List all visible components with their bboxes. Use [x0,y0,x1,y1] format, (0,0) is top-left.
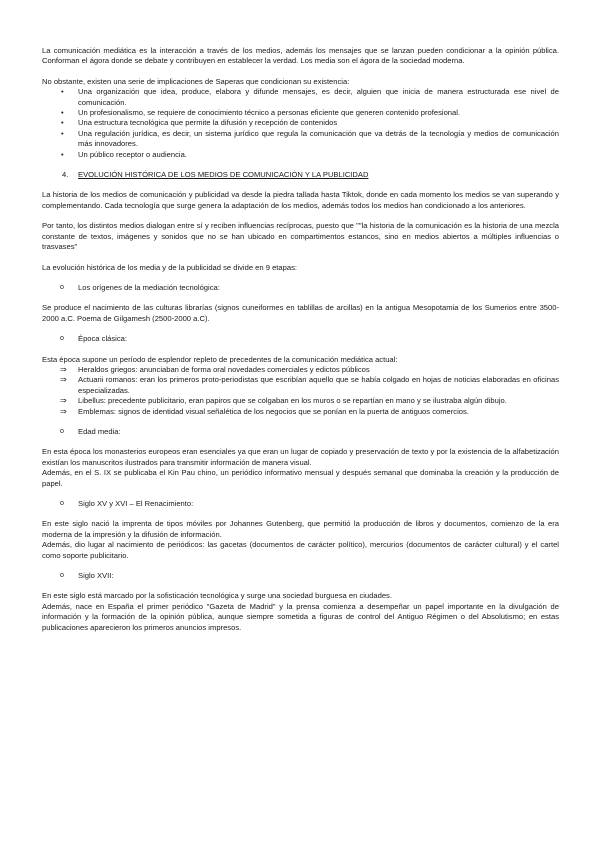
circle-bullet-icon: o [60,335,64,343]
stages-intro: La evolución histórica de los media y de la publicidad se divide en 9 etapas: [42,262,297,272]
stage-text: Esta época supone un período de esplendor repleto de precedentes de la comunicación mediática actual: [42,354,398,364]
double-arrow-icon: ⇒ [60,406,67,416]
circle-bullet-icon: o [60,427,64,435]
list-item: ⇒ Libellus: precedente publicitario, eran papiros que se colgaban en los muros o se repartían en mano y se ilustraba algún dibujo. [60,396,507,406]
stage-title: o Siglo XVII: [60,571,114,581]
bullet-icon: • [61,87,64,97]
list-item: ⇒ Heraldos griegos: anunciaban de forma oral novedades comerciales y edictos públicos [60,364,370,374]
history-paragraph: La historia de los medios de comunicación y publicidad va desde la piedra tallada hasta Tiktok, donde en cada momento los medios se van superando y complementando. Cada tecnología que surge genera la adaptación de los medios, además todos los medios han condicionado a los anteriores. [42,190,559,210]
list-item: • Un profesionalismo, se requiere de conocimiento técnico a personas eficiente que generen contenido profesional. [61,108,461,118]
list-item: • Una organización que idea, produce, elabora y difunde mensajes, es decir, alguien que inicia de manera estructurada ese nivel de comunicación. [61,87,559,107]
quote-paragraph: Por tanto, los distintos medios dialogan entre sí y reciben influencias recíprocas, puesto que ""la historia de la comunicación es la historia de una mezcla constante de textos, imágenes y sonidos que no se han ubicado en compartimentos estancos, sino en medios abiertos a múltiples influencias o trasvases" [42,221,559,252]
list-item: • Una estructura tecnológica que permite la difusión y recepción de contenidos [61,118,338,128]
double-arrow-icon: ⇒ [60,364,67,374]
list-item: ⇒ Actuarii romanos: eran los primeros proto-periodistas que escribían aquello que se había colgado en hojas de noticias elaboradas en oficinas especializadas. [60,375,559,395]
implications-list [42,87,559,160]
stage-title: o Siglo XV y XVI – El Renacimiento: [60,499,194,508]
stage-title: o Los orígenes de la mediación tecnológica: [60,282,220,292]
stage-text: En este siglo está marcado por la sofisticación tecnológica y surge una sociedad burguesa en ciudades. [42,591,392,601]
stage-title: o Época clásica: [60,334,127,344]
bullet-icon: • [61,108,64,118]
section-number: 4. [62,170,69,180]
stage-text: Además, dio lugar al nacimiento de periódicos: las gacetas (documentos de carácter político), mercurios (documentos de carácter cultural) y el cartel como soporte publicitario. [42,540,559,560]
implications-intro: No obstante, existen una serie de implicaciones de Saperas que condicionan su existencia: [42,76,350,86]
circle-bullet-icon: o [60,500,64,507]
double-arrow-icon: ⇒ [60,396,67,406]
intro-paragraph: La comunicación mediática es la interacción a través de los medios, además los mensajes que se lanzan pueden condicionar a la opinión pública. Conforman el ágora donde se debate y contribuyen en establecer la verdad. Los media son el ágora de la sociedad moderna. [42,46,559,66]
section-title: EVOLUCIÓN HISTÓRICA DE LOS MEDIOS DE COMUNICACIÓN Y LA PUBLICIDAD [78,170,369,180]
stage-text: Además, nace en España el primer periódico "Gazeta de Madrid" y la prensa comienza a desempeñar un papel importante en la divulgación de información y la formación de la opinión pública, aunque siempre sometida a figuras de control del Antiguo Régimen o del Absolutismo; en estas publicaciones aparecieron los primeros anuncios impresos. [42,601,559,632]
circle-bullet-icon: o [60,572,64,580]
stage-text: Además, en el S. IX se publicaba el Kin Pau chino, un periódico informativo mensual y después semanal que dominaba la creación y la producción de papel. [42,468,559,488]
bullet-icon: • [61,149,64,159]
bullet-icon: • [61,118,64,128]
stage-text: En este siglo nació la imprenta de tipos móviles por Johannes Gutenberg, que permitió la producción de libros y documentos, comienzo de la era moderna de la impresión y la difusión de información. [42,519,559,539]
list-item: • Una regulación jurídica, es decir, un sistema jurídico que regula la comunicación que va detrás de la tecnología y medios de comunicación más innovadores. [61,128,559,149]
stage-text: En esta época los monasterios europeos eran esenciales ya que eran un lugar de copiado y preservación de texto y por la existencia de la alfabetización existían los manuscritos ilustrados para transmitir información de manera visual. [42,447,559,467]
double-arrow-icon: ⇒ [60,375,67,385]
list-item: • Un público receptor o audiencia. [61,149,187,159]
section-heading [42,170,559,180]
list-item: ⇒ Emblemas: signos de identidad visual señalética de los negocios que se ponían en la puerta de antiguos comercios. [60,406,469,416]
circle-bullet-icon: o [60,283,64,291]
bullet-icon: • [61,128,64,138]
stage-title: o Edad media: [60,426,121,436]
classical-list [42,365,559,417]
stage-text: Se produce el nacimiento de las culturas librarías (signos cuneiformes en tablillas de arcillas) en la antigua Mesopotamia de los Sumerios entre 3500-2000 a.C. Poema de Gilgamesh (2500-2000 a.C). [42,303,559,323]
